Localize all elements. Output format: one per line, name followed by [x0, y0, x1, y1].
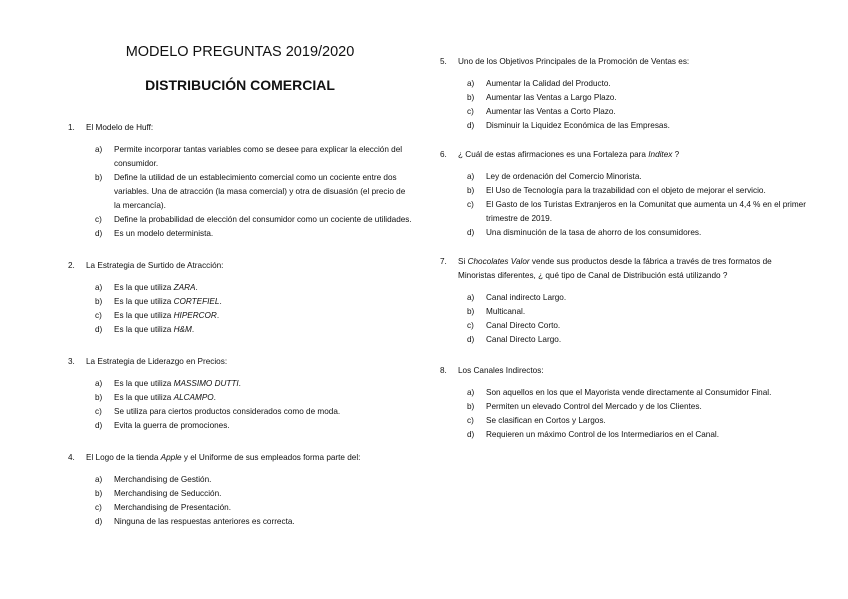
page-subtitle: DISTRIBUCIÓN COMERCIAL	[145, 77, 335, 93]
question-number: 4.	[68, 453, 75, 462]
option-text	[486, 198, 810, 226]
text: Se utiliza para ciertos productos considerados como de moda.	[114, 407, 341, 416]
text-prefix: Es la que utiliza	[114, 297, 174, 306]
question-number: 7.	[440, 257, 447, 266]
option-text	[486, 91, 810, 105]
text: Evita la guerra de promociones.	[114, 421, 230, 430]
text-suffix: .	[219, 297, 222, 306]
text: Canal indirecto Largo.	[486, 293, 567, 302]
text: Es un modelo determinista.	[114, 229, 214, 238]
option-text	[114, 227, 413, 241]
question-header	[68, 451, 413, 465]
text: El Modelo de Huff:	[86, 123, 154, 132]
answer-option[interactable]	[467, 91, 810, 105]
answer-option[interactable]	[467, 198, 810, 226]
option-text	[486, 319, 810, 333]
option-letter: b)	[95, 173, 103, 182]
text-suffix: vende sus productos desde la fábrica a través de tres formatos de Minoristas diferentes, ¿ qué tipo de Canal de Distribución está utilizando ?	[458, 257, 772, 280]
emphasis-text: Chocolates Valor	[467, 257, 530, 266]
option-letter: a)	[95, 379, 103, 388]
text: La Estrategia de Liderazgo en Precios:	[86, 357, 228, 366]
text: Merchandising de Presentación.	[114, 503, 231, 512]
question-block	[68, 259, 413, 337]
text: Canal Directo Largo.	[486, 335, 562, 344]
answer-option[interactable]	[467, 291, 810, 305]
option-letter: b)	[95, 489, 103, 498]
option-letter: d)	[467, 335, 475, 344]
answer-option[interactable]	[467, 428, 810, 442]
answer-option[interactable]	[95, 309, 413, 323]
option-text	[486, 386, 810, 400]
options-list	[68, 281, 413, 337]
answer-option[interactable]	[467, 305, 810, 319]
text: Una disminución de la tasa de ahorro de los consumidores.	[486, 228, 702, 237]
option-letter: a)	[467, 79, 475, 88]
option-letter: b)	[467, 402, 475, 411]
question-text	[458, 255, 810, 283]
option-letter: a)	[467, 172, 475, 181]
option-text	[114, 309, 413, 323]
option-text	[486, 184, 810, 198]
options-list	[440, 386, 810, 442]
option-text	[114, 501, 413, 515]
answer-option[interactable]	[95, 295, 413, 309]
question-header	[440, 255, 810, 283]
text: Aumentar la Calidad del Producto.	[486, 79, 611, 88]
answer-option[interactable]	[95, 473, 413, 487]
options-list	[440, 291, 810, 347]
question-text	[458, 55, 810, 69]
text-prefix: Es la que utiliza	[114, 311, 174, 320]
question-number: 5.	[440, 57, 447, 66]
text: Permiten un elevado Control del Mercado y de los Clientes.	[486, 402, 702, 411]
answer-option[interactable]	[467, 184, 810, 198]
text-suffix: .	[238, 379, 241, 388]
option-letter: b)	[95, 393, 103, 402]
answer-option[interactable]	[467, 105, 810, 119]
question-text	[86, 121, 413, 135]
answer-option[interactable]	[95, 501, 413, 515]
option-letter: a)	[95, 283, 103, 292]
question-text	[86, 259, 413, 273]
option-letter: c)	[95, 503, 102, 512]
text: El Gasto de los Turistas Extranjeros en la Comunitat que aumenta un 4,4 % en el primer trimestre de 2019.	[486, 200, 806, 223]
question-block	[68, 451, 413, 529]
text: Requieren un máximo Control de los Intermediarios en el Canal.	[486, 430, 720, 439]
question-block	[440, 55, 810, 133]
answer-option[interactable]	[95, 227, 413, 241]
text-prefix: ¿ Cuál de estas afirmaciones es una Fortaleza para	[458, 150, 649, 159]
option-text	[114, 377, 413, 391]
option-text	[114, 419, 413, 433]
text: Ninguna de las respuestas anteriores es correcta.	[114, 517, 295, 526]
option-text	[486, 105, 810, 119]
text: Define la utilidad de un establecimiento comercial como un cociente entre dos variables. Una de atracción (la masa comercial) y otra de disuasión (el precio de la mercancía).	[114, 173, 406, 210]
answer-option[interactable]	[95, 213, 413, 227]
question-text	[86, 451, 413, 465]
question-block	[440, 148, 810, 240]
question-header	[440, 55, 810, 69]
option-text	[114, 391, 413, 405]
question-block	[440, 255, 810, 347]
question-text	[458, 148, 810, 162]
question-header	[440, 148, 810, 162]
option-text	[486, 428, 810, 442]
option-text	[486, 305, 810, 319]
page-title: MODELO PREGUNTAS 2019/2020	[125, 44, 355, 60]
option-letter: b)	[467, 186, 475, 195]
answer-option[interactable]	[467, 319, 810, 333]
answer-option[interactable]	[95, 323, 413, 337]
text: Merchandising de Gestión.	[114, 475, 212, 484]
option-text	[486, 333, 810, 347]
emphasis-text: MASSIMO DUTTI	[173, 379, 239, 388]
answer-option[interactable]	[467, 77, 810, 91]
option-text	[486, 226, 810, 240]
option-letter: d)	[467, 121, 475, 130]
question-text	[458, 364, 810, 378]
answer-option[interactable]	[95, 487, 413, 501]
option-letter: d)	[95, 229, 103, 238]
option-letter: c)	[467, 321, 474, 330]
option-text	[486, 170, 810, 184]
option-text	[486, 414, 810, 428]
option-letter: c)	[467, 416, 474, 425]
question-header	[68, 121, 413, 135]
text: Ley de ordenación del Comercio Minorista.	[486, 172, 642, 181]
question-block	[68, 121, 413, 241]
option-text	[114, 171, 413, 213]
text: El Uso de Tecnología para la trazabilidad con el objeto de mejorar el servicio.	[486, 186, 766, 195]
option-letter: c)	[467, 200, 474, 209]
option-letter: b)	[467, 307, 475, 316]
answer-option[interactable]	[95, 143, 413, 171]
text: Son aquellos en los que el Mayorista vende directamente al Consumidor Final.	[486, 388, 772, 397]
right-column	[440, 55, 810, 442]
answer-option[interactable]	[95, 377, 413, 391]
text-suffix: ?	[672, 150, 680, 159]
option-letter: b)	[95, 297, 103, 306]
text-prefix: El Logo de la tienda	[86, 453, 161, 462]
option-text	[486, 400, 810, 414]
option-text	[114, 295, 413, 309]
option-text	[114, 143, 413, 171]
question-number: 2.	[68, 261, 75, 270]
option-letter: a)	[467, 293, 475, 302]
option-letter: d)	[95, 517, 103, 526]
text-suffix: .	[195, 283, 198, 292]
answer-option[interactable]	[467, 119, 810, 133]
option-text	[114, 281, 413, 295]
text-suffix: .	[216, 311, 220, 320]
text: Permite incorporar tantas variables como se desee para explicar la elección del consumidor.	[114, 145, 403, 168]
text-suffix: y el Uniforme de sus empleados forma parte del:	[181, 453, 361, 462]
option-letter: a)	[95, 145, 103, 154]
question-block	[440, 364, 810, 442]
option-letter: c)	[95, 407, 102, 416]
text: La Estrategia de Surtido de Atracción:	[86, 261, 224, 270]
answer-option[interactable]	[95, 171, 413, 213]
emphasis-text: H&M	[173, 325, 192, 334]
answer-option[interactable]	[95, 281, 413, 295]
text-prefix: Es la que utiliza	[114, 325, 174, 334]
text: Define la probabilidad de elección del consumidor como un cociente de utilidades.	[114, 215, 412, 224]
option-letter: c)	[95, 215, 102, 224]
emphasis-text: ALCAMPO	[173, 393, 214, 402]
option-text	[114, 213, 413, 227]
emphasis-text: ZARA	[173, 283, 196, 292]
option-text	[114, 473, 413, 487]
option-letter: d)	[467, 228, 475, 237]
options-list	[440, 170, 810, 240]
text: Uno de los Objetivos Principales de la Promoción de Ventas es:	[458, 57, 690, 66]
option-text	[114, 515, 413, 529]
answer-option[interactable]	[95, 515, 413, 529]
text: Disminuir la Liquidez Económica de las Empresas.	[486, 121, 670, 130]
text: Canal Directo Corto.	[486, 321, 561, 330]
emphasis-text: HIPERCOR	[173, 311, 217, 320]
question-text	[86, 355, 413, 369]
option-letter: d)	[95, 325, 103, 334]
answer-option[interactable]	[467, 170, 810, 184]
question-header	[68, 355, 413, 369]
option-letter: a)	[95, 475, 103, 484]
emphasis-text: CORTEFIEL	[173, 297, 220, 306]
option-letter: c)	[95, 311, 102, 320]
options-list	[68, 377, 413, 433]
option-letter: d)	[95, 421, 103, 430]
option-text	[486, 291, 810, 305]
option-text	[114, 405, 413, 419]
text-prefix: Es la que utiliza	[114, 283, 174, 292]
options-list	[68, 143, 413, 241]
options-list	[440, 77, 810, 133]
emphasis-text: Inditex	[648, 150, 673, 159]
option-text	[114, 487, 413, 501]
option-text	[486, 119, 810, 133]
question-block	[68, 355, 413, 433]
options-list	[68, 473, 413, 529]
answer-option[interactable]	[95, 405, 413, 419]
text: Se clasifican en Cortos y Largos.	[486, 416, 606, 425]
text-prefix: Si	[458, 257, 468, 266]
answer-option[interactable]	[467, 333, 810, 347]
text: Aumentar las Ventas a Corto Plazo.	[486, 107, 616, 116]
option-letter: b)	[467, 93, 475, 102]
answer-option[interactable]	[467, 386, 810, 400]
answer-option[interactable]	[467, 226, 810, 240]
text-suffix: .	[213, 393, 216, 402]
text: Los Canales Indirectos:	[458, 366, 544, 375]
answer-option[interactable]	[95, 419, 413, 433]
question-number: 3.	[68, 357, 75, 366]
question-number: 8.	[440, 366, 447, 375]
text-prefix: Es la que utiliza	[114, 393, 174, 402]
option-letter: c)	[467, 107, 474, 116]
question-header	[68, 259, 413, 273]
text: Merchandising de Seducción.	[114, 489, 222, 498]
text: Aumentar las Ventas a Largo Plazo.	[486, 93, 617, 102]
text: Multicanal.	[486, 307, 526, 316]
question-number: 1.	[68, 123, 75, 132]
text-suffix: .	[191, 325, 195, 334]
question-number: 6.	[440, 150, 447, 159]
answer-option[interactable]	[467, 414, 810, 428]
answer-option[interactable]	[467, 400, 810, 414]
question-header	[440, 364, 810, 378]
option-letter: d)	[467, 430, 475, 439]
option-text	[486, 77, 810, 91]
text-prefix: Es la que utiliza	[114, 379, 174, 388]
left-column	[68, 121, 413, 529]
option-text	[114, 323, 413, 337]
option-letter: a)	[467, 388, 475, 397]
answer-option[interactable]	[95, 391, 413, 405]
emphasis-text: Apple	[160, 453, 182, 462]
